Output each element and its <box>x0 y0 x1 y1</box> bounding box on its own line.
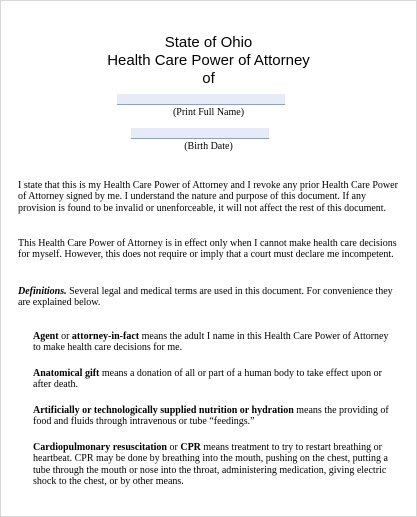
definitions-heading: Definitions. <box>18 286 67 297</box>
definition-text: means treatment to try to restart breathing or heartbeat. CPR may be done by breathing into the mouth, pushing on the chest, putting a tube through the mouth or nose into the throat, administering medication, giving electric shock to the chest, or by other means. <box>33 442 388 488</box>
definitions-intro-paragraph <box>18 286 402 309</box>
definition-text: means the providing of food and fluids through intravenous or tube “feedings.” <box>33 405 389 428</box>
definition-text: means a donation of all or part of a human body to take effect upon or after death. <box>33 368 382 391</box>
definition-cpr <box>33 442 393 488</box>
definition-term-alt: attorney-in-fact <box>71 331 140 342</box>
definition-agent <box>33 331 393 354</box>
definition-nutrition-hydration <box>33 405 393 428</box>
definition-text: means the adult I name in this Health Care Power of Attorney to make health care decisions for me. <box>33 331 389 354</box>
birth-date-caption: (Birth Date) <box>184 141 233 152</box>
revocation-paragraph: I state that this is my Health Care Power of Attorney and I revoke any prior Health Care Power of Attorney signed by me. I understand the nature and purpose of this document. If any provision is found to be invalid or unenforceable, it will not affect the rest of this document. <box>18 180 398 214</box>
effect-paragraph: This Health Care Power of Attorney is in effect only when I cannot make health care decisions for myself. However, this does not require or imply that a court must declare me incompetent. <box>18 238 397 261</box>
definition-term: Artificially or technologically supplied nutrition or hydration <box>33 405 294 416</box>
definition-term: Anatomical gift <box>33 368 100 379</box>
definitions-intro-text: Several legal and medical terms are used in this document. For convenience they are explained below. <box>18 286 393 309</box>
title-state: State of Ohio <box>164 34 253 51</box>
title-of: of <box>202 70 215 87</box>
definition-term-alt: CPR <box>180 442 201 453</box>
title-document: Health Care Power of Attorney <box>107 52 310 69</box>
definition-connector: or <box>58 331 72 342</box>
full-name-field[interactable] <box>117 94 285 105</box>
definition-connector: or <box>167 442 181 453</box>
definition-term: Agent <box>33 331 59 342</box>
definition-anatomical-gift <box>33 368 393 391</box>
full-name-caption: (Print Full Name) <box>172 107 245 118</box>
definition-term: Cardiopulmonary resuscitation <box>33 442 167 453</box>
birth-date-field[interactable] <box>131 128 269 139</box>
